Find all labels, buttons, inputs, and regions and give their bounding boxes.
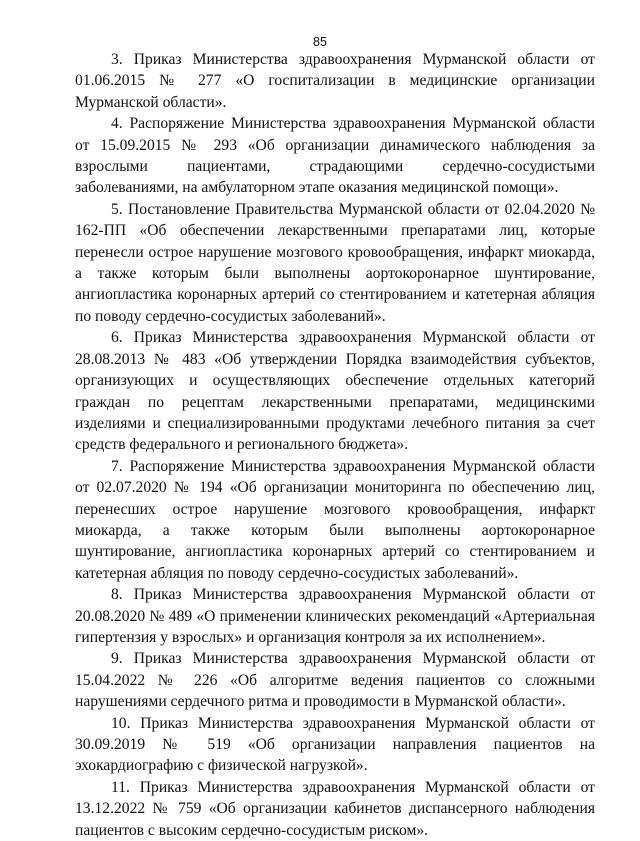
list-item: 9. Приказ Министерства здравоохранения Мурманской области от 15.04.2022 № 226 «Об алгоритме ведения пациентов со сложными нарушениями сердечного ритма и проводимости в Мурманской области». [75, 650, 595, 711]
page-number: 85 [313, 35, 327, 49]
list-item: 8. Приказ Министерства здравоохранения Мурманской области от 20.08.2020 № 489 «О применении клинических рекомендаций «Артериальная гипертензия у взрослых» и организация контроля за их исполнением». [75, 586, 595, 646]
list-item: 4. Распоряжение Министерства здравоохранения Мурманской области от 15.09.2015 № 293 «Об организации динамического наблюдения за взрослыми пациентами, страдающими сердечно-сосудистыми заболеваниями, на амбулаторном этапе оказания медицинской помощи». [75, 115, 595, 197]
list-item: 7. Распоряжение Министерства здравоохранения Мурманской области от 02.07.2020 № 194 «Об организации мониторинга по обеспечению лиц, перенесших острое нарушение мозгового кровообращения, инфаркт миокарда, а также которым были выполнены аортокоронарное шунтирование, ангиопластика коронарных артерий со стентированием и катетерная абляция по поводу сердечно-сосудистых заболеваний». [75, 457, 595, 582]
list-item: 11. Приказ Министерства здравоохранения Мурманской области от 13.12.2022 № 759 «Об организации кабинетов диспансерного наблюдения пациентов с высоким сердечно-сосудистым риском». [75, 778, 595, 839]
list-item: 6. Приказ Министерства здравоохранения Мурманской области от 28.08.2013 № 483 «Об утверждении Порядка взаимодействия субъектов, организующих и осуществляющих обеспечение отдельных категорий граждан по рецептам лекарственными препаратами, медицинскими изделиями и специализированными продуктами лечебного питания за счет средств федерального и регионального бюджета». [75, 329, 595, 454]
list-item: 3. Приказ Министерства здравоохранения Мурманской области от 01.06.2015 № 277 «О госпитализации в медицинские организации Мурманской области». [75, 51, 595, 111]
document-body [75, 49, 595, 841]
list-item: 10. Приказ Министерства здравоохранения Мурманской области от 30.09.2019 № 519 «Об организации направления пациентов на эхокардиографию с физической нагрузкой». [75, 714, 595, 775]
list-item: 5. Постановление Правительства Мурманской области от 02.04.2020 № 162-ПП «Об обеспечении лекарственными препаратами лиц, которые перенесли острое нарушение мозгового кровообращения, инфаркт миокарда, а также которым были выполнены аортокоронарное шунтирование, ангиопластика коронарных артерий со стентированием и катетерная абляция по поводу сердечно-сосудистых заболеваний». [75, 200, 595, 325]
